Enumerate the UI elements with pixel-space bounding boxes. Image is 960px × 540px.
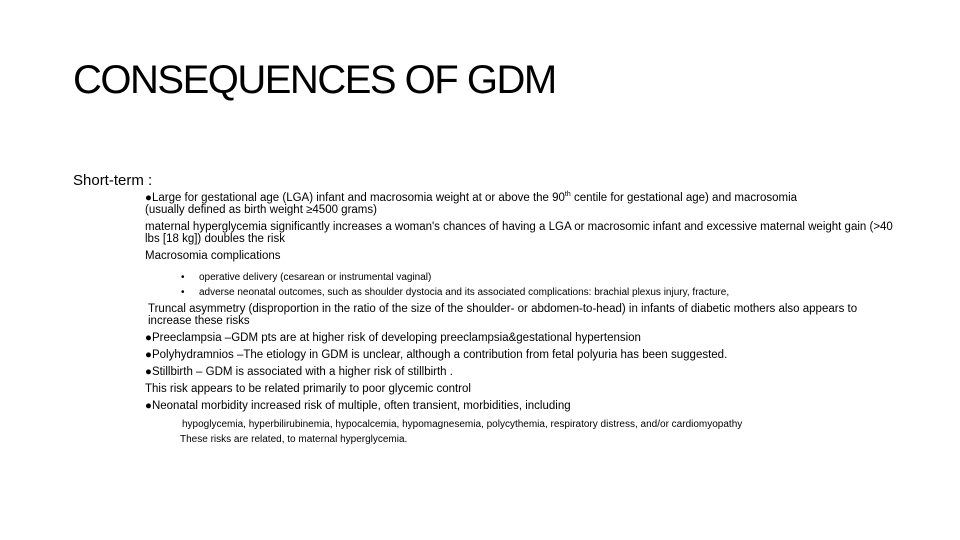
risks-related-text: These risks are related, to maternal hyperglycemia. [180,434,408,445]
glycemic-control-paragraph: This risk appears to be related primarily to poor glycemic control [145,383,471,395]
list-item [181,285,895,300]
preeclampsia-paragraph: ●Preeclampsia –GDM pts are at higher risk of developing preeclampsia&gestational hypertension [145,332,641,344]
lga-superscript: th [564,191,571,199]
morbidities-list-text: hypoglycemia, hyperbilirubinemia, hypocalcemia, hypomagnesemia, polycythemia, respiratory distress, and/or cardiomyopathy [182,419,743,430]
bullet-icon: • [181,287,185,298]
list-item-text: operative delivery (cesarean or instrumental vaginal) [199,272,432,283]
hyperglycemia-paragraph: maternal hyperglycemia significantly increases a woman's chances of having a LGA or macrosomic infant and excessive maternal weight gain (>40 lbs [18 kg]) doubles the risk [145,221,893,245]
section-heading-short-term: Short-term : [73,172,153,189]
lga-text-b: centile for gestational age) and macrosomia [570,192,798,204]
truncal-asymmetry-paragraph: Truncal asymmetry (disproportion in the ratio of the size of the shoulder- or abdomen-to-head) in infants of diabetic mothers also appears to increase these risks [148,303,858,327]
slide-body [145,192,895,447]
list-item [181,270,895,285]
list-item-text: adverse neonatal outcomes, such as shoulder dystocia and its associated complications: brachial plexus injury, fracture, [199,287,730,298]
polyhydramnios-paragraph: ●Polyhydramnios –The etiology in GDM is unclear, although a contribution from fetal polyuria has been suggested. [145,349,728,361]
macrosomia-complications-heading: Macrosomia complications [145,250,281,262]
complications-list [145,270,895,300]
neonatal-morbidity-paragraph: ●Neonatal morbidity increased risk of multiple, often transient, morbidities, including [145,400,571,412]
slide-title: CONSEQUENCES OF GDM [73,58,556,102]
stillbirth-paragraph: ●Stillbirth – GDM is associated with a higher risk of stillbirth . [145,366,453,378]
lga-paragraph [145,192,895,216]
lga-text-a: ●Large for gestational age (LGA) infant and macrosomia weight at or above the 90 [145,192,565,204]
lga-text-c: (usually defined as birth weight ≥4500 grams) [145,204,377,216]
bullet-icon: • [181,272,185,283]
